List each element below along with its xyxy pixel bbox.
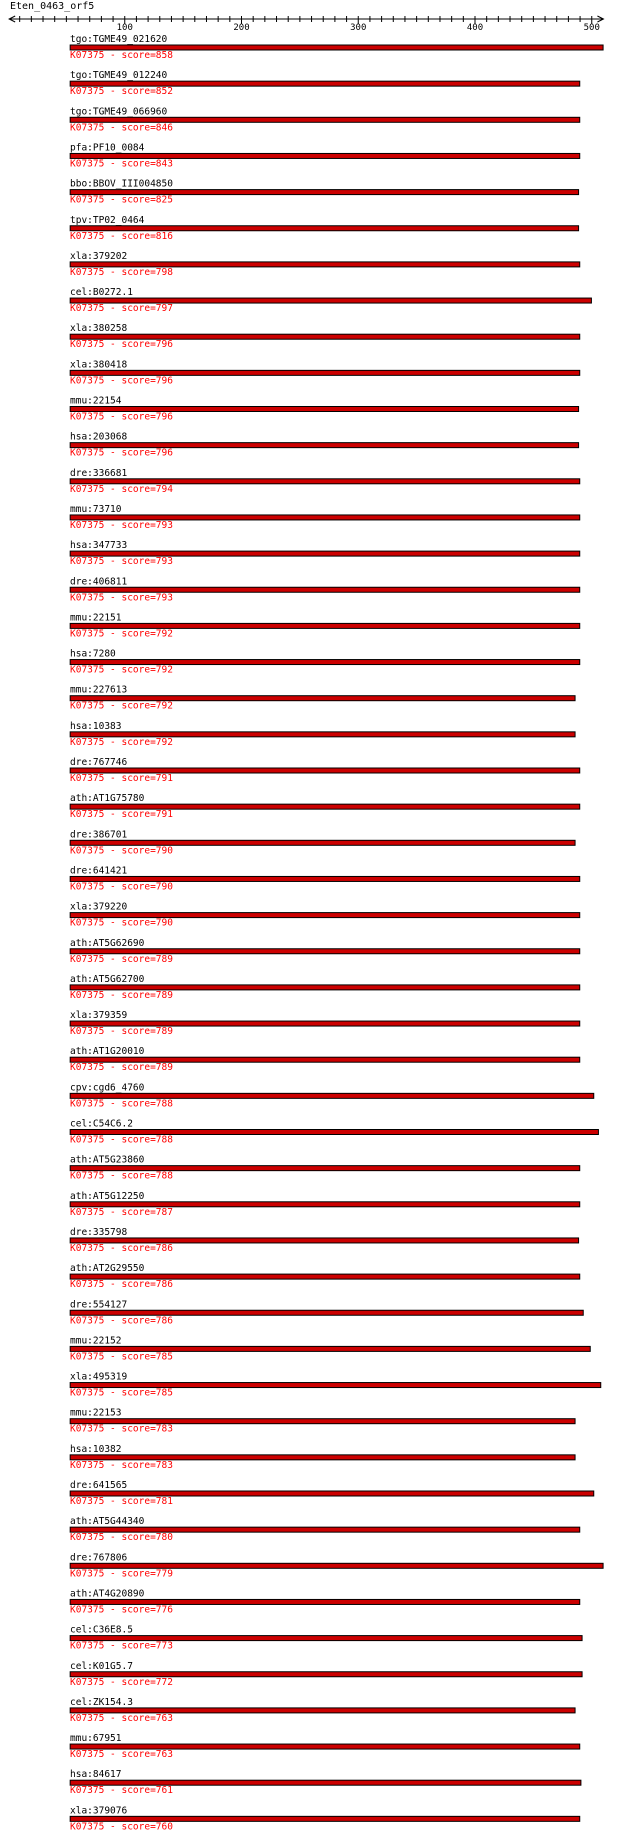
hit-score-label: K07375 - score=796: [70, 411, 173, 423]
hit-score-label: K07375 - score=825: [70, 194, 173, 206]
query-title: Eten_0463_orf5: [10, 1, 95, 12]
hit-score-label: K07375 - score=792: [70, 628, 173, 640]
hit-score-label: K07375 - score=789: [70, 953, 173, 965]
hit-row: [70, 287, 591, 314]
hit-gene-label: ath:AT5G23860: [70, 1154, 145, 1166]
hit-gene-label: hsa:10382: [70, 1443, 122, 1455]
hit-score-label: K07375 - score=792: [70, 700, 173, 712]
hit-score-label: K07375 - score=790: [70, 917, 173, 929]
hit-gene-label: cel:C54C6.2: [70, 1118, 133, 1130]
hit-score-label: K07375 - score=816: [70, 230, 173, 242]
hit-score-label: K07375 - score=789: [70, 1062, 173, 1074]
hit-score-label: K07375 - score=763: [70, 1712, 173, 1724]
hit-score-label: K07375 - score=786: [70, 1242, 173, 1254]
axis-tick-label: 500: [583, 23, 600, 33]
hit-gene-label: mmu:22151: [70, 612, 122, 624]
hit-gene-label: cel:K01G5.7: [70, 1660, 133, 1672]
hit-row: [70, 70, 580, 97]
hit-row: [70, 1769, 581, 1796]
hit-score-label: K07375 - score=788: [70, 1098, 173, 1110]
hit-gene-label: mmu:67951: [70, 1733, 122, 1745]
hit-row: [70, 432, 579, 459]
hit-row: [70, 215, 579, 242]
hit-gene-label: mmu:22154: [70, 395, 122, 407]
hit-row: [70, 468, 580, 495]
hit-gene-label: cel:B0272.1: [70, 287, 133, 299]
hit-gene-label: dre:554127: [70, 1299, 128, 1311]
hit-row: [70, 1263, 580, 1290]
hit-row: [70, 1155, 580, 1182]
axis-tick-label: 100: [116, 23, 133, 33]
hit-row: [70, 1552, 603, 1579]
hit-score-label: K07375 - score=793: [70, 592, 173, 604]
hit-score-label: K07375 - score=796: [70, 375, 173, 387]
hit-row: [70, 1191, 580, 1218]
hit-score-label: K07375 - score=793: [70, 519, 173, 531]
hit-score-label: K07375 - score=846: [70, 122, 173, 134]
hit-row: [70, 974, 580, 1001]
hit-row: [70, 504, 580, 531]
hit-score-label: K07375 - score=789: [70, 989, 173, 1001]
hit-gene-label: pfa:PF10_0084: [70, 142, 145, 154]
hit-score-label: K07375 - score=786: [70, 1315, 173, 1327]
hit-row: [70, 142, 580, 169]
hit-gene-label: xla:379359: [70, 1010, 128, 1022]
axis-tick-label: 400: [466, 23, 484, 33]
hit-score-label: K07375 - score=763: [70, 1749, 173, 1761]
hit-score-label: K07375 - score=773: [70, 1640, 173, 1652]
hit-gene-label: hsa:203068: [70, 431, 128, 443]
hit-score-label: K07375 - score=785: [70, 1351, 173, 1363]
hit-gene-label: mmu:227613: [70, 684, 128, 696]
hit-row: [70, 251, 580, 278]
hit-gene-label: mmu:22152: [70, 1335, 122, 1347]
hit-gene-label: tpv:TP02_0464: [70, 214, 145, 226]
hit-gene-label: cel:C36E8.5: [70, 1624, 133, 1636]
hit-gene-label: dre:335798: [70, 1226, 128, 1238]
hit-score-label: K07375 - score=858: [70, 50, 173, 61]
hit-gene-label: hsa:347733: [70, 540, 128, 552]
hit-score-label: K07375 - score=781: [70, 1496, 173, 1507]
hit-row: [70, 396, 579, 423]
hit-gene-label: ath:AT5G12250: [70, 1190, 145, 1202]
hit-gene-label: xla:495319: [70, 1371, 128, 1383]
hit-row: [70, 1119, 598, 1146]
hit-gene-label: ath:AT1G20010: [70, 1046, 145, 1058]
hit-row: [70, 1444, 575, 1471]
hit-score-label: K07375 - score=783: [70, 1459, 173, 1471]
hit-row: [70, 793, 580, 820]
hit-gene-label: ath:AT1G75780: [70, 793, 145, 805]
hit-score-label: K07375 - score=843: [70, 158, 173, 170]
hit-score-label: K07375 - score=791: [70, 773, 173, 784]
hit-row: [70, 938, 580, 965]
hit-row: [70, 1697, 575, 1724]
hit-gene-label: dre:386701: [70, 829, 128, 841]
hit-row: [70, 721, 575, 748]
hit-row: [70, 1733, 580, 1760]
hit-row: [70, 829, 575, 856]
hit-gene-label: ath:AT2G29550: [70, 1263, 145, 1275]
hit-row: [70, 1046, 580, 1073]
hit-row: [70, 1372, 601, 1399]
axis-tick-label: 300: [350, 23, 367, 33]
hit-row: [70, 865, 580, 892]
hit-row: [70, 1480, 594, 1507]
hit-score-label: K07375 - score=796: [70, 339, 173, 351]
hit-gene-label: cpv:cgd6_4760: [70, 1082, 145, 1094]
hit-score-label: K07375 - score=791: [70, 809, 173, 821]
hit-gene-label: xla:380418: [70, 359, 128, 371]
hit-gene-label: xla:379076: [70, 1805, 128, 1817]
hit-score-label: K07375 - score=760: [70, 1821, 173, 1833]
hit-gene-label: mmu:22153: [70, 1407, 122, 1419]
hit-gene-label: hsa:10383: [70, 720, 122, 732]
hit-score-label: K07375 - score=796: [70, 447, 173, 459]
hit-score-label: K07375 - score=788: [70, 1170, 173, 1182]
hit-score-label: K07375 - score=785: [70, 1387, 173, 1399]
position-axis: [9, 16, 603, 33]
hit-gene-label: tgo:TGME49_021620: [70, 34, 168, 45]
hit-row: [70, 179, 579, 206]
axis-tick-label: 200: [233, 23, 250, 33]
hit-row: [70, 685, 575, 712]
hit-row: [70, 612, 580, 639]
hit-score-label: K07375 - score=790: [70, 845, 173, 857]
hit-row: [70, 540, 580, 567]
hit-row: [70, 902, 580, 929]
hit-score-label: K07375 - score=790: [70, 881, 173, 893]
hit-score-label: K07375 - score=787: [70, 1206, 173, 1218]
hit-gene-label: ath:AT5G62690: [70, 937, 145, 949]
hit-gene-label: bbo:BBOV_III004850: [70, 178, 173, 190]
hit-list: [70, 34, 603, 1832]
hit-row: [70, 1082, 594, 1109]
hit-score-label: K07375 - score=788: [70, 1134, 173, 1146]
hit-score-label: K07375 - score=852: [70, 86, 173, 98]
hit-row: [70, 323, 580, 350]
hit-gene-label: hsa:7280: [70, 648, 116, 660]
hit-gene-label: mmu:73710: [70, 503, 122, 515]
hit-row: [70, 106, 580, 133]
hit-score-label: K07375 - score=792: [70, 664, 173, 676]
hit-gene-label: xla:380258: [70, 323, 128, 335]
hit-row: [70, 1227, 579, 1254]
hit-row: [70, 1335, 590, 1362]
hit-score-label: K07375 - score=786: [70, 1279, 173, 1291]
hit-gene-label: ath:AT5G44340: [70, 1516, 145, 1528]
hit-gene-label: dre:641565: [70, 1480, 128, 1491]
hit-row: [70, 1625, 582, 1652]
hit-score-label: K07375 - score=798: [70, 266, 173, 278]
hit-gene-label: xla:379202: [70, 250, 128, 262]
hit-gene-label: ath:AT4G20890: [70, 1588, 145, 1600]
hit-gene-label: tgo:TGME49_066960: [70, 106, 168, 118]
hit-row: [70, 1661, 582, 1688]
hit-score-label: K07375 - score=772: [70, 1676, 173, 1688]
hit-gene-label: xla:379220: [70, 901, 128, 913]
hit-gene-label: hsa:84617: [70, 1769, 122, 1781]
hit-gene-label: dre:767806: [70, 1552, 128, 1564]
hit-row: [70, 359, 580, 386]
hit-score-label: K07375 - score=779: [70, 1568, 173, 1580]
hit-score-label: K07375 - score=792: [70, 736, 173, 748]
hit-row: [70, 576, 580, 603]
hit-gene-label: dre:336681: [70, 467, 128, 479]
hit-score-label: K07375 - score=761: [70, 1785, 173, 1797]
hit-row: [70, 34, 603, 61]
hit-gene-label: dre:406811: [70, 576, 128, 588]
hit-row: [70, 757, 580, 784]
hit-score-label: K07375 - score=789: [70, 1026, 173, 1038]
hit-row: [70, 1516, 580, 1543]
hit-row: [70, 1805, 580, 1832]
hit-row: [70, 1588, 580, 1615]
hit-gene-label: ath:AT5G62700: [70, 973, 145, 985]
hit-row: [70, 1299, 583, 1326]
hit-gene-label: tgo:TGME49_012240: [70, 70, 168, 82]
hit-gene-label: dre:641421: [70, 865, 128, 877]
hit-score-label: K07375 - score=776: [70, 1604, 173, 1616]
hit-score-label: K07375 - score=794: [70, 483, 173, 495]
hit-row: [70, 1408, 575, 1435]
hit-row: [70, 1010, 580, 1037]
hit-score-label: K07375 - score=797: [70, 303, 173, 315]
hit-score-label: K07375 - score=780: [70, 1532, 173, 1544]
hit-row: [70, 649, 580, 676]
hit-gene-label: dre:767746: [70, 757, 128, 768]
hit-score-label: K07375 - score=783: [70, 1423, 173, 1435]
hit-score-label: K07375 - score=793: [70, 556, 173, 568]
hit-gene-label: cel:ZK154.3: [70, 1696, 133, 1708]
